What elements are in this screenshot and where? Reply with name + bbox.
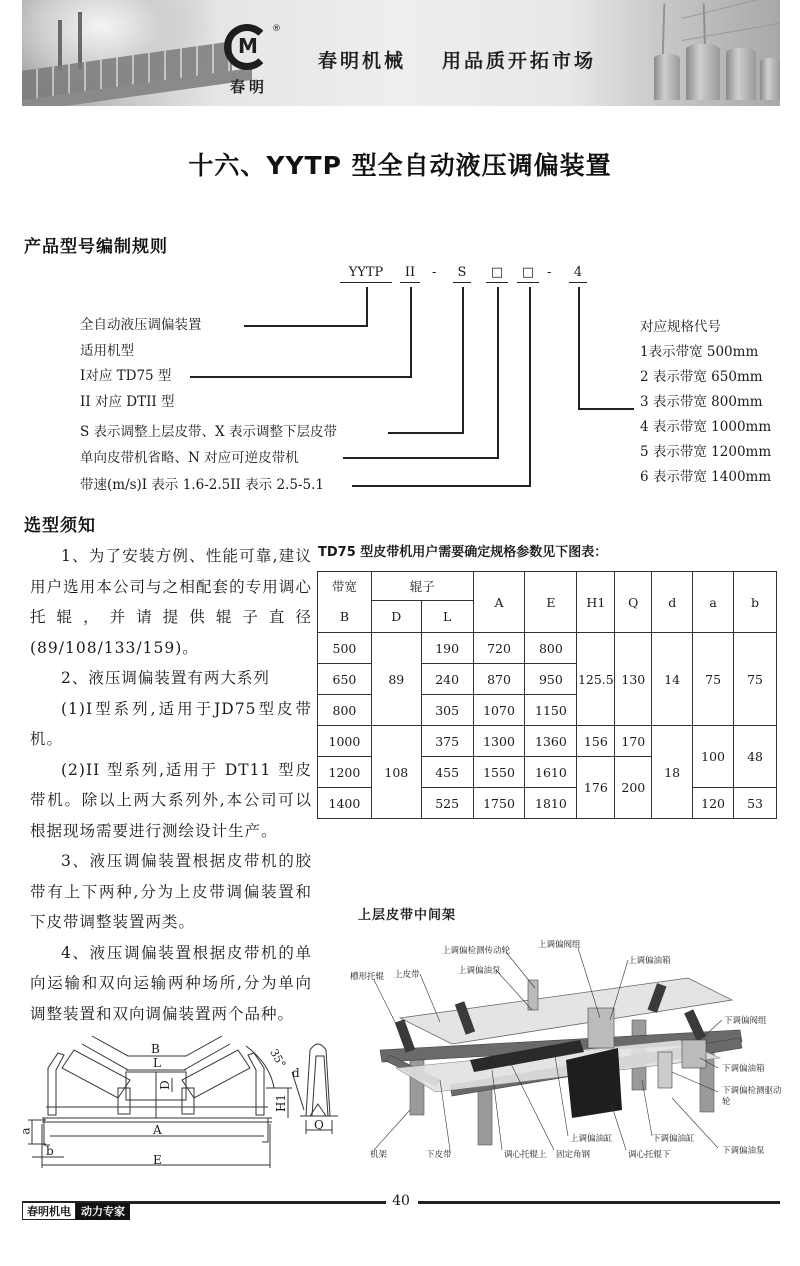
cell-A: 1300 xyxy=(473,726,525,757)
spec-item: 4 表示带宽 1000mm xyxy=(640,419,772,435)
drawing-labels xyxy=(20,1020,360,1180)
rule-label-applicable-type: 适用机型 xyxy=(80,343,134,359)
callout-lower-sensor-wheel: 下调偏检测驱动轮 xyxy=(722,1086,782,1107)
cooling-tower-image xyxy=(654,54,680,100)
model-rule-heading: 产品型号编制规则 xyxy=(24,237,168,257)
rule-label-td75: I对应 TD75 型 xyxy=(80,368,172,384)
cell-B: 800 xyxy=(318,695,372,726)
cooling-tower-image xyxy=(726,48,756,100)
dim-label-b: b xyxy=(46,1144,54,1158)
rule-label-belt-layer: S 表示调整上层皮带、X 表示调整下层皮带 xyxy=(80,424,337,440)
code-part-spec: 4 xyxy=(569,264,587,283)
header-a: a xyxy=(693,572,734,633)
cell-E: 800 xyxy=(525,633,577,664)
cell-L: 455 xyxy=(421,757,473,788)
selection-notes xyxy=(30,541,312,1029)
cell-A: 720 xyxy=(473,633,525,664)
cell-A: 1070 xyxy=(473,695,525,726)
cell-E: 1810 xyxy=(525,788,577,819)
header-D: D xyxy=(371,601,421,633)
callout-upper-oil-cylinder: 上调偏油缸 xyxy=(570,1134,613,1144)
cell-H1: 176 xyxy=(577,757,615,819)
callout-upper-oil-tank: 上调偏油箱 xyxy=(628,956,671,966)
header-banner xyxy=(22,0,780,106)
assembly-title: 上层皮带中间架 xyxy=(358,908,457,923)
cell-L: 525 xyxy=(421,788,473,819)
header-A: A xyxy=(473,572,525,633)
note-2: 2、液压调偏装置有两大系列 xyxy=(61,669,270,687)
dim-label-D: D xyxy=(157,1080,172,1090)
rule-label-speed: 带速(m/s)I 表示 1.6-2.5II 表示 2.5-5.1 xyxy=(80,477,324,493)
footer-brand xyxy=(22,1203,130,1220)
cell-L: 305 xyxy=(421,695,473,726)
cell-E: 1150 xyxy=(525,695,577,726)
cell-A: 1750 xyxy=(473,788,525,819)
cell-Q: 200 xyxy=(615,757,652,819)
connector-line xyxy=(410,287,412,378)
cell-H1: 156 xyxy=(577,726,615,757)
cell-D: 89 xyxy=(371,633,421,726)
callout-lower-valve-group: 下调偏阀组 xyxy=(724,1016,767,1026)
callout-upper-self-aligning-idler: 调心托辊上 xyxy=(504,1150,547,1160)
cell-L: 190 xyxy=(421,633,473,664)
logo-text: 春明 xyxy=(230,78,269,96)
callout-frame: 机架 xyxy=(370,1150,388,1160)
note-2a: (1)I型系列,适用于JD75型皮带机。 xyxy=(30,699,312,748)
footer-rule xyxy=(418,1201,780,1204)
connector-line xyxy=(529,287,531,487)
cooling-tower-image xyxy=(686,44,720,100)
connector-line xyxy=(352,485,530,487)
dim-label-Q: Q xyxy=(314,1118,324,1132)
banner-slogan: 用品质开拓市场 xyxy=(442,50,597,72)
spec-table xyxy=(317,571,777,819)
callout-lower-oil-cylinder: 下调偏油缸 xyxy=(652,1134,695,1144)
note-2b: (2)II 型系列,适用于 DT11 型皮带机。除以上两大系列外,本公司可以根据现场需要进行测绘设计生产。 xyxy=(30,760,312,840)
cell-a: 75 xyxy=(693,633,734,726)
callout-upper-sensor-wheel: 上调偏检测传动轮 xyxy=(442,946,511,956)
dim-label-A: A xyxy=(153,1123,162,1137)
code-part-speed: □ xyxy=(517,264,539,283)
cell-b: 48 xyxy=(734,726,777,788)
rule-label-direction: 单向皮带机省略、N 对应可逆皮带机 xyxy=(80,450,299,466)
spec-item: 5 表示带宽 1200mm xyxy=(640,444,772,460)
spec-item: 2 表示带宽 650mm xyxy=(640,369,763,385)
cell-B: 650 xyxy=(318,664,372,695)
spec-item: 1表示带宽 500mm xyxy=(640,344,759,360)
connector-line xyxy=(578,287,580,410)
header-Q: Q xyxy=(615,572,652,633)
cell-L: 375 xyxy=(421,726,473,757)
table-header-row xyxy=(318,572,777,601)
table-row xyxy=(318,726,777,757)
spec-item: 3 表示带宽 800mm xyxy=(640,394,763,410)
logo-mark: M xyxy=(238,34,258,58)
company-name: 春明机械 xyxy=(318,50,407,72)
note-1: 1、为了安装方例、性能可靠,建议用户选用本公司与之相配套的专用调心托辊，并请提供辊子直径(89/108/133/159)。 xyxy=(30,547,312,657)
header-b: b xyxy=(734,572,777,633)
connector-line xyxy=(462,287,464,434)
dim-label-L: L xyxy=(153,1056,161,1070)
cell-Q: 170 xyxy=(615,726,652,757)
dim-label-H1: H1 xyxy=(274,1093,289,1113)
code-part-direction: □ xyxy=(486,264,508,283)
cell-d: 18 xyxy=(652,726,693,819)
dim-label-angle: 35° xyxy=(267,1046,289,1071)
cell-b: 75 xyxy=(734,633,777,726)
callout-lower-oil-pump: 下调偏油泵 xyxy=(722,1146,765,1156)
note-3: 3、液压调偏装置根据皮带机的胶带有上下两种,分为上皮带调偏装置和下皮带调整装置两类。 xyxy=(30,852,312,931)
cell-E: 950 xyxy=(525,664,577,695)
cell-B: 1400 xyxy=(318,788,372,819)
header-E: E xyxy=(525,572,577,633)
registered-mark: ® xyxy=(272,24,281,34)
cell-A: 870 xyxy=(473,664,525,695)
callout-fixed-angle-steel: 固定角钢 xyxy=(556,1150,591,1160)
header-H1: H1 xyxy=(577,572,615,633)
callout-upper-belt: 上皮带 xyxy=(394,970,420,980)
header-belt-width: 带宽 xyxy=(318,572,372,601)
page-number: 40 xyxy=(392,1193,410,1209)
callout-lower-oil-tank: 下调偏油箱 xyxy=(722,1064,765,1074)
header-d: d xyxy=(652,572,693,633)
cell-a: 120 xyxy=(693,788,734,819)
connector-line xyxy=(388,432,463,434)
connector-line xyxy=(343,457,498,459)
cell-B: 1000 xyxy=(318,726,372,757)
connector-line xyxy=(366,287,368,327)
callout-upper-valve-group: 上调偏阀组 xyxy=(538,940,581,950)
callout-upper-oil-pump: 上调偏油泵 xyxy=(458,966,501,976)
connector-line xyxy=(190,376,411,378)
dim-label-B: B xyxy=(151,1042,160,1056)
cell-E: 1610 xyxy=(525,757,577,788)
chimney-image xyxy=(58,20,62,70)
code-dash: - xyxy=(547,265,552,280)
connector-line xyxy=(244,325,368,327)
header-B: B xyxy=(318,601,372,633)
cell-a: 100 xyxy=(693,726,734,788)
dim-label-E: E xyxy=(153,1153,162,1167)
dim-label-d: d xyxy=(292,1066,300,1080)
code-dash: - xyxy=(432,265,437,280)
note-4: 4、液压调偏装置根据皮带机的单向运输和双向运输两种场所,分为单向调整装置和双向调偏装置两个品种。 xyxy=(30,943,312,1023)
table-caption: TD75 型皮带机用户需要确定规格参数见下图表： xyxy=(318,545,608,560)
cell-D: 108 xyxy=(371,726,421,819)
connector-line xyxy=(578,408,634,410)
callout-lower-belt: 下皮带 xyxy=(426,1150,452,1160)
spec-heading: 对应规格代号 xyxy=(640,319,721,335)
selection-heading: 选型须知 xyxy=(24,516,96,536)
footer-brand-tagline: 动力专家 xyxy=(76,1203,130,1220)
cell-b: 53 xyxy=(734,788,777,819)
code-part-belt-layer: S xyxy=(453,264,471,283)
cell-d: 14 xyxy=(652,633,693,726)
rule-label-device: 全自动液压调偏装置 xyxy=(80,317,202,333)
cell-A: 1550 xyxy=(473,757,525,788)
cell-L: 240 xyxy=(421,664,473,695)
cell-Q: 130 xyxy=(615,633,652,726)
code-part-yytp: YYTP xyxy=(340,264,392,283)
cell-B: 1200 xyxy=(318,757,372,788)
cell-B: 500 xyxy=(318,633,372,664)
page-title: 十六、YYTP 型全自动液压调偏装置 xyxy=(188,151,612,180)
header-L: L xyxy=(421,601,473,633)
callout-trough-idler: 槽形托辊 xyxy=(350,972,385,982)
dim-label-a: a xyxy=(18,1127,33,1135)
cell-H1: 125.5 xyxy=(577,633,615,726)
rule-label-dtii: II 对应 DTII 型 xyxy=(80,394,175,410)
footer-brand-name: 春明机电 xyxy=(22,1203,76,1220)
code-part-series: II xyxy=(400,264,420,283)
cooling-tower-image xyxy=(760,58,780,100)
table-row xyxy=(318,633,777,664)
assembly-callouts xyxy=(350,940,800,1170)
connector-line xyxy=(497,287,499,459)
cell-E: 1360 xyxy=(525,726,577,757)
spec-item: 6 表示带宽 1400mm xyxy=(640,469,772,485)
callout-lower-self-aligning-idler: 调心托辊下 xyxy=(628,1150,671,1160)
header-roller: 辊子 xyxy=(371,572,473,601)
